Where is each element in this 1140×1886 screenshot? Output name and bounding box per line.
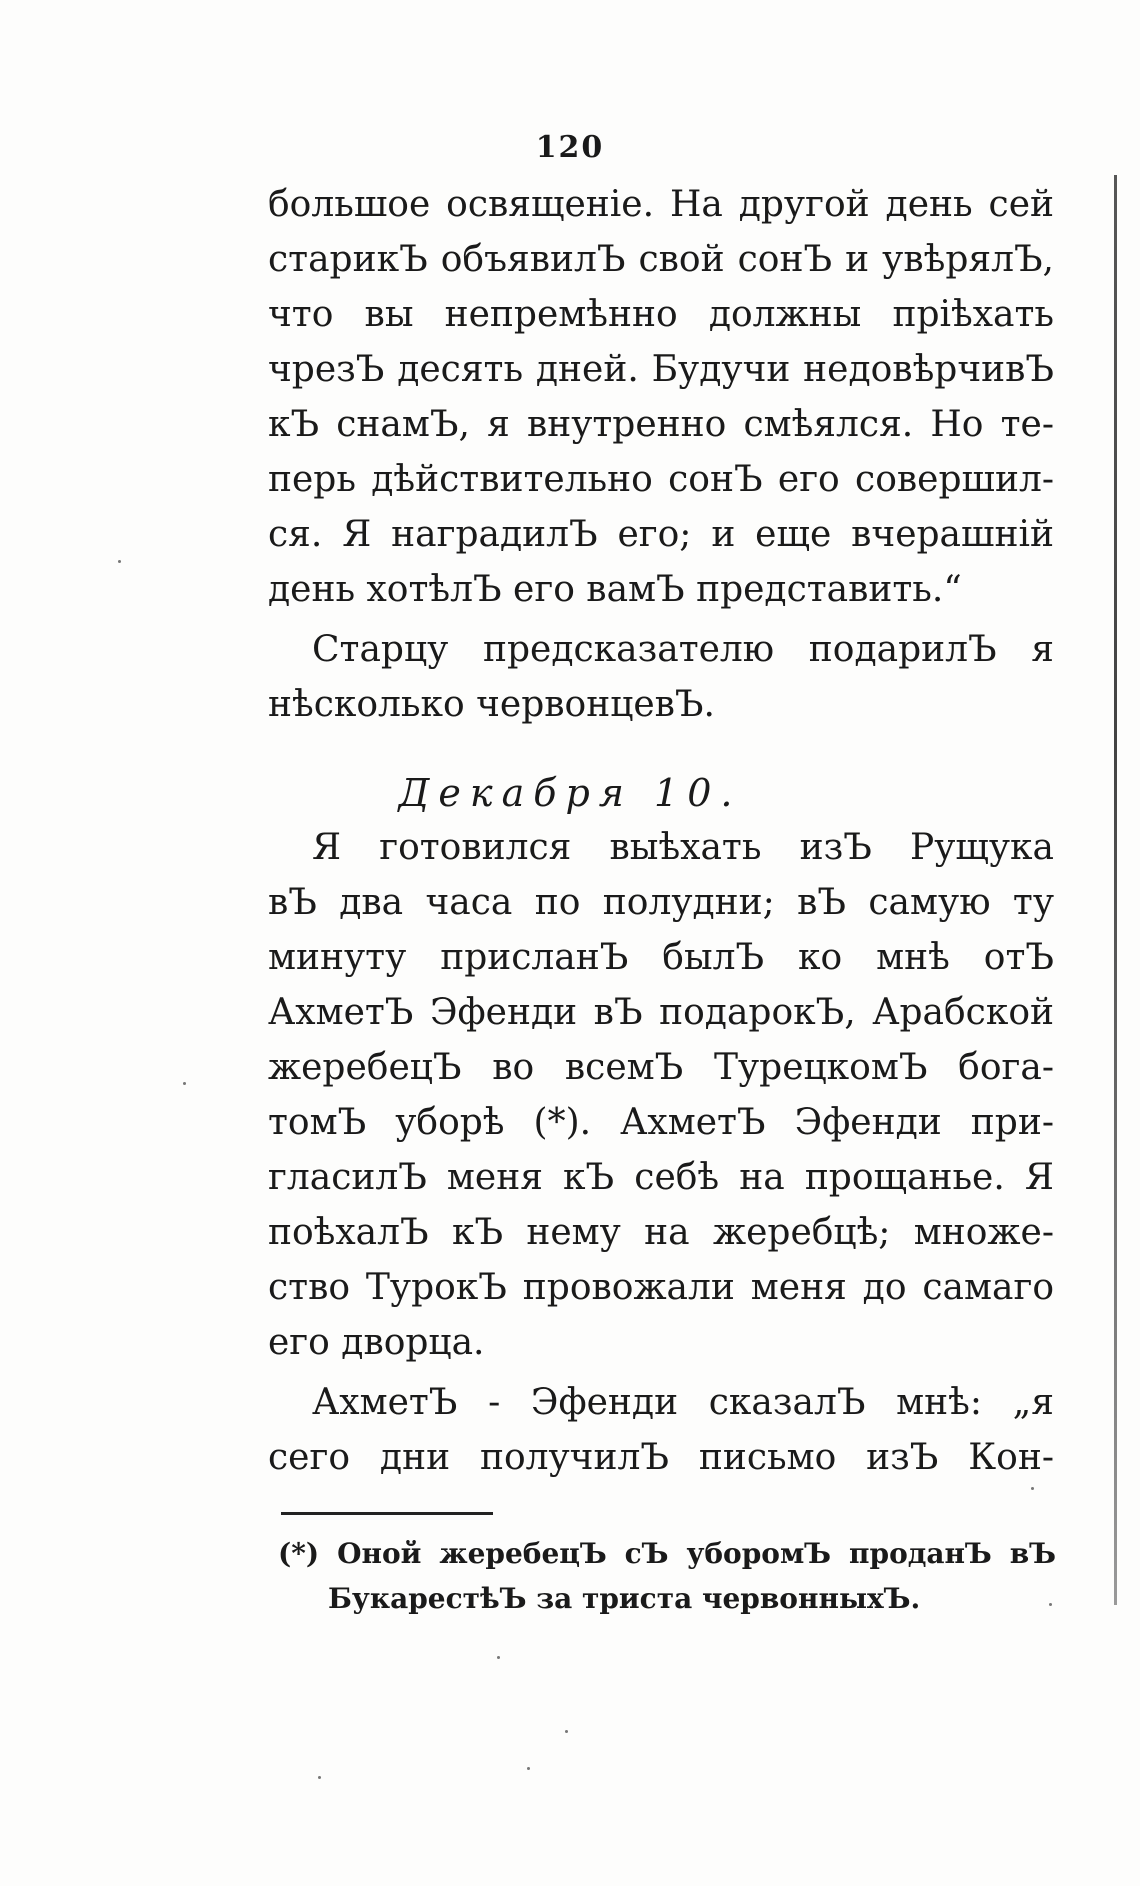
text-line: ство ТурокЪ провожали меня до самаго <box>268 1267 1054 1308</box>
scan-speck <box>183 1082 186 1085</box>
page-number: 120 <box>535 130 605 165</box>
text-line: вЪ два часа по полудни; вЪ самую ту <box>268 882 1054 923</box>
text-line: день хотѣлЪ его вамЪ представить.“ <box>268 569 962 610</box>
text-line: поѣхалЪ кЪ нему на жеребцѣ; множе- <box>268 1212 1054 1253</box>
scan-speck <box>497 1656 500 1659</box>
date-heading: Декабря 10. <box>398 771 742 815</box>
text-line: минуту присланЪ былЪ ко мнѣ отЪ <box>268 937 1054 978</box>
footnote-line: (*) Оной жеребецЪ сЪ уборомЪ проданЪ вЪ <box>278 1537 1056 1570</box>
text-line: что вы непремѣнно должны пріѣхать <box>268 294 1054 335</box>
paragraph <box>268 1375 1054 1485</box>
paragraph <box>268 177 1054 617</box>
text-line: его дворца. <box>268 1322 485 1363</box>
paragraph <box>268 622 1054 732</box>
page-edge-shadow <box>1114 175 1117 1605</box>
scan-speck <box>118 560 121 563</box>
text-line: старикЪ объявилЪ свой сонЪ и увѣрялЪ, <box>268 239 1054 280</box>
text-line: сего дни получилЪ письмо изЪ Кон- <box>268 1437 1054 1478</box>
scan-speck <box>527 1767 530 1770</box>
text-line: гласилЪ меня кЪ себѣ на прощанье. Я <box>268 1157 1054 1198</box>
scan-speck <box>318 1776 321 1779</box>
text-line: ся. Я наградилЪ его; и еще вчерашній <box>268 514 1054 555</box>
text-line: Старцу предсказателю подарилЪ я <box>312 629 1054 670</box>
text-line: жеребецЪ во всемЪ ТурецкомЪ бога- <box>268 1047 1054 1088</box>
scan-speck <box>1049 1603 1052 1606</box>
text-line: большое освященіе. На другой день сей <box>268 184 1054 225</box>
scan-speck <box>1031 1487 1034 1490</box>
text-line: чрезЪ десять дней. Будучи недовѣрчивЪ <box>268 349 1054 390</box>
text-line: нѣсколько червонцевЪ. <box>268 684 715 725</box>
paragraph <box>268 820 1054 1370</box>
text-line: АхметЪ - Эфенди сказалЪ мнѣ: „я <box>312 1382 1054 1423</box>
scan-speck <box>565 1730 568 1733</box>
footnote-line: БукарестѣЪ за триста червонныхЪ. <box>328 1582 921 1615</box>
text-line: кЪ снамЪ, я внутренно смѣялся. Но те- <box>268 404 1054 445</box>
text-line: перь дѣйствительно сонЪ его совершил- <box>268 459 1054 500</box>
text-line: томЪ уборѣ (*). АхметЪ Эфенди при- <box>268 1102 1054 1143</box>
text-line: Я готовился выѣхать изЪ Рущука <box>312 827 1054 868</box>
text-line: АхметЪ Эфенди вЪ подарокЪ, Арабской <box>268 992 1054 1033</box>
footnote <box>278 1531 1056 1621</box>
footnote-rule <box>281 1512 493 1515</box>
